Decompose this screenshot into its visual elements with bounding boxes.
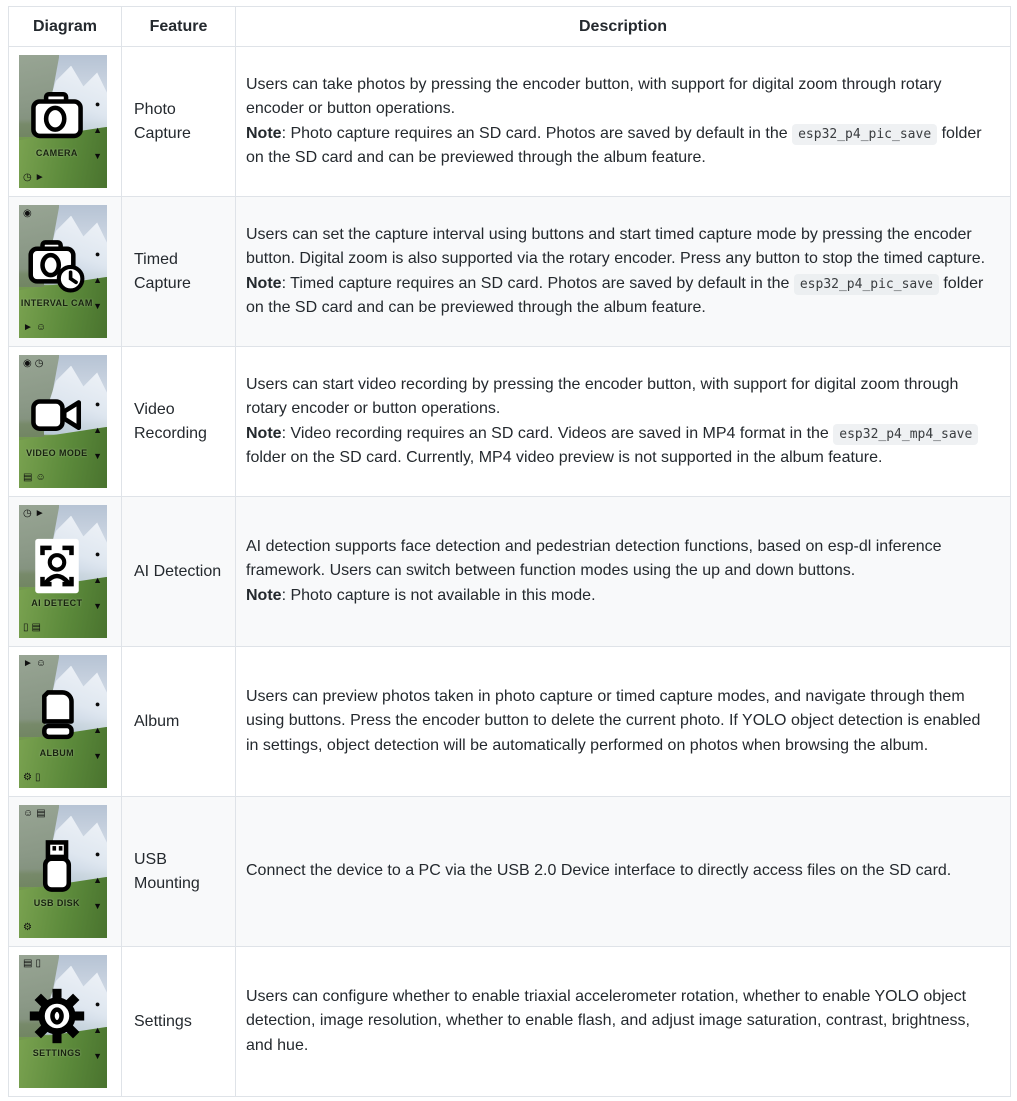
next-mode-icons (23, 173, 45, 183)
screen-mode-label: USB DISK (33, 898, 80, 908)
video-mini-icon: ► (23, 322, 33, 333)
up-arrow-icon: ▲ (93, 575, 102, 586)
table-row (9, 497, 1011, 647)
down-arrow-icon: ▼ (93, 151, 102, 162)
feature-name: AI Detection (122, 497, 236, 647)
feature-name: Settings (122, 947, 236, 1097)
inline-code: esp32_p4_pic_save (792, 124, 937, 145)
camera-mini-icon: ◉ (23, 208, 32, 219)
video-mini-icon: ► (34, 172, 45, 183)
feature-description (236, 197, 1011, 347)
feature-name: Album (122, 647, 236, 797)
feature-name: Video Recording (122, 347, 236, 497)
mode-center (19, 55, 95, 188)
mode-center (19, 205, 95, 338)
video-mini-icon: ► (34, 508, 45, 519)
album-mini-icon: ▤ (23, 958, 33, 969)
camera-mini-icon: ◉ (23, 358, 32, 369)
dot-icon: ● (94, 99, 101, 110)
diagram-cell (9, 947, 122, 1097)
album-mini-icon: ▤ (36, 808, 46, 819)
ai-mini-icon: ☺ (23, 808, 34, 819)
feature-description (236, 497, 1011, 647)
feature-name: USB Mounting (122, 797, 236, 947)
next-mode-icons (23, 773, 40, 783)
device-screen-thumbnail (19, 655, 107, 788)
updown-indicator (93, 100, 102, 161)
table-row (9, 947, 1011, 1097)
feature-name: Photo Capture (122, 47, 236, 197)
interval-cam-mini-icon: ◷ (34, 358, 44, 369)
updown-indicator (93, 400, 102, 461)
dot-icon: ● (94, 549, 101, 560)
ai-mini-icon: ☺ (35, 658, 47, 669)
column-header-description: Description (236, 7, 1011, 47)
note-label: Note (246, 274, 282, 292)
description-text: Connect the device to a PC via the USB 2.0 Device interface to directly access files on the SD card. (246, 862, 952, 880)
description-text: : Video recording requires an SD card. Videos are saved in MP4 format in the (281, 424, 834, 442)
updown-indicator (93, 1000, 102, 1061)
column-header-diagram: Diagram (9, 7, 122, 47)
up-arrow-icon: ▲ (93, 875, 102, 886)
feature-description (236, 647, 1011, 797)
table-row (9, 647, 1011, 797)
description-text: : Photo capture requires an SD card. Photos are saved by default in the (281, 124, 793, 142)
album-icon (28, 687, 86, 745)
inline-code: esp32_p4_pic_save (794, 274, 939, 295)
dot-icon: ● (94, 999, 101, 1010)
mode-center (19, 955, 95, 1088)
down-arrow-icon: ▼ (93, 601, 102, 612)
header-row (9, 7, 1011, 47)
description-text: folder on the SD card and can be previewed through the album feature. (246, 124, 982, 166)
screen-mode-label: INTERVAL CAM (20, 298, 93, 308)
down-arrow-icon: ▼ (93, 1051, 102, 1062)
next-mode-icons (23, 923, 32, 933)
diagram-cell (9, 647, 122, 797)
features-table-wrapper (8, 6, 1013, 1097)
mode-center (19, 655, 95, 788)
device-screen-thumbnail (19, 805, 107, 938)
description-text: AI detection supports face detection and pedestrian detection functions, based on esp-dl inference framework. Users can switch between function modes using the up and down buttons. (246, 537, 942, 580)
up-arrow-icon: ▲ (93, 425, 102, 436)
settings-mini-icon: ⚙ (23, 922, 32, 933)
dot-icon: ● (94, 699, 101, 710)
feature-description (236, 947, 1011, 1097)
screen-mode-label: ALBUM (39, 748, 75, 758)
note-label: Note (246, 586, 282, 604)
screen-mode-label: CAMERA (35, 148, 78, 158)
diagram-cell (9, 47, 122, 197)
screen-mode-label: VIDEO MODE (26, 448, 88, 458)
diagram-cell (9, 347, 122, 497)
description-text: folder on the SD card and can be previewed through the album feature. (246, 274, 984, 316)
usb-mini-icon: ▯ (34, 772, 41, 783)
screen-mode-label: AI DETECT (31, 598, 83, 608)
device-screen-thumbnail (19, 955, 107, 1088)
screen-mode-label: SETTINGS (32, 1048, 81, 1058)
album-mini-icon: ▤ (23, 472, 33, 483)
settings-icon (28, 987, 86, 1045)
interval-cam-icon (28, 237, 86, 295)
down-arrow-icon: ▼ (93, 451, 102, 462)
diagram-cell (9, 797, 122, 947)
device-screen-thumbnail (19, 205, 107, 338)
up-arrow-icon: ▲ (93, 125, 102, 136)
next-mode-icons (23, 473, 46, 483)
dot-icon: ● (94, 849, 101, 860)
updown-indicator (93, 700, 102, 761)
description-text: Users can set the capture interval using buttons and start timed capture mode by pressing the encoder button. Digital zoom is also supported via the rotary encoder. Press any button to stop the timed capture. (246, 225, 986, 268)
description-text: folder on the SD card. Currently, MP4 video preview is not supported in the album feature. (246, 448, 883, 466)
description-text: Users can preview photos taken in photo capture or timed capture modes, and navigate through them using buttons. Press the encoder button to delete the current photo. If YOLO object detection is enabled in settings, object detection will be automatically performed on photos when browsing the album. (246, 687, 981, 754)
ai-mini-icon: ☺ (35, 322, 47, 333)
up-arrow-icon: ▲ (93, 275, 102, 286)
dot-icon: ● (94, 249, 101, 260)
usb-icon (28, 837, 86, 895)
up-arrow-icon: ▲ (93, 725, 102, 736)
table-row (9, 197, 1011, 347)
updown-indicator (93, 850, 102, 911)
mode-center (19, 355, 95, 488)
device-screen-thumbnail (19, 55, 107, 188)
column-header-feature: Feature (122, 7, 236, 47)
usb-mini-icon: ▯ (35, 958, 41, 969)
description-text: Users can start video recording by pressing the encoder button, with support for digital zoom through rotary encoder or button operations. (246, 375, 959, 418)
description-text: Users can configure whether to enable triaxial accelerometer rotation, whether to enable YOLO object detection, image resolution, whether to enable flash, and adjust image saturation, contrast, brightness, and hue. (246, 987, 970, 1054)
settings-mini-icon: ⚙ (23, 772, 32, 783)
down-arrow-icon: ▼ (93, 901, 102, 912)
camera-icon (28, 87, 86, 145)
mode-center (19, 805, 95, 938)
device-screen-thumbnail (19, 505, 107, 638)
table-row (9, 797, 1011, 947)
up-arrow-icon: ▲ (93, 1025, 102, 1036)
interval-cam-mini-icon: ◷ (23, 508, 32, 519)
ai-mini-icon: ☺ (35, 472, 46, 483)
table-row (9, 347, 1011, 497)
ai-icon (28, 537, 86, 595)
description-text: : Photo capture is not available in this mode. (281, 586, 596, 604)
down-arrow-icon: ▼ (93, 751, 102, 762)
feature-description (236, 47, 1011, 197)
diagram-cell (9, 497, 122, 647)
device-screen-thumbnail (19, 355, 107, 488)
inline-code: esp32_p4_mp4_save (833, 424, 978, 445)
features-table (8, 6, 1011, 1097)
note-label: Note (246, 424, 282, 442)
dot-icon: ● (94, 399, 101, 410)
table-row (9, 47, 1011, 197)
feature-description (236, 797, 1011, 947)
updown-indicator (93, 550, 102, 611)
feature-description (236, 347, 1011, 497)
video-mini-icon: ► (23, 658, 33, 669)
diagram-cell (9, 197, 122, 347)
note-label: Note (246, 124, 282, 142)
description-text: Users can take photos by pressing the encoder button, with support for digital zoom through rotary encoder or button operations. (246, 75, 942, 118)
interval-cam-mini-icon: ◷ (23, 172, 32, 183)
updown-indicator (93, 250, 102, 311)
mode-center (19, 505, 95, 638)
description-text: : Timed capture requires an SD card. Photos are saved by default in the (281, 274, 794, 292)
next-mode-icons (23, 323, 46, 333)
feature-name: Timed Capture (122, 197, 236, 347)
usb-mini-icon: ▯ (23, 622, 29, 633)
video-icon (28, 387, 86, 445)
down-arrow-icon: ▼ (93, 301, 102, 312)
album-mini-icon: ▤ (31, 622, 41, 633)
next-mode-icons (23, 623, 41, 633)
